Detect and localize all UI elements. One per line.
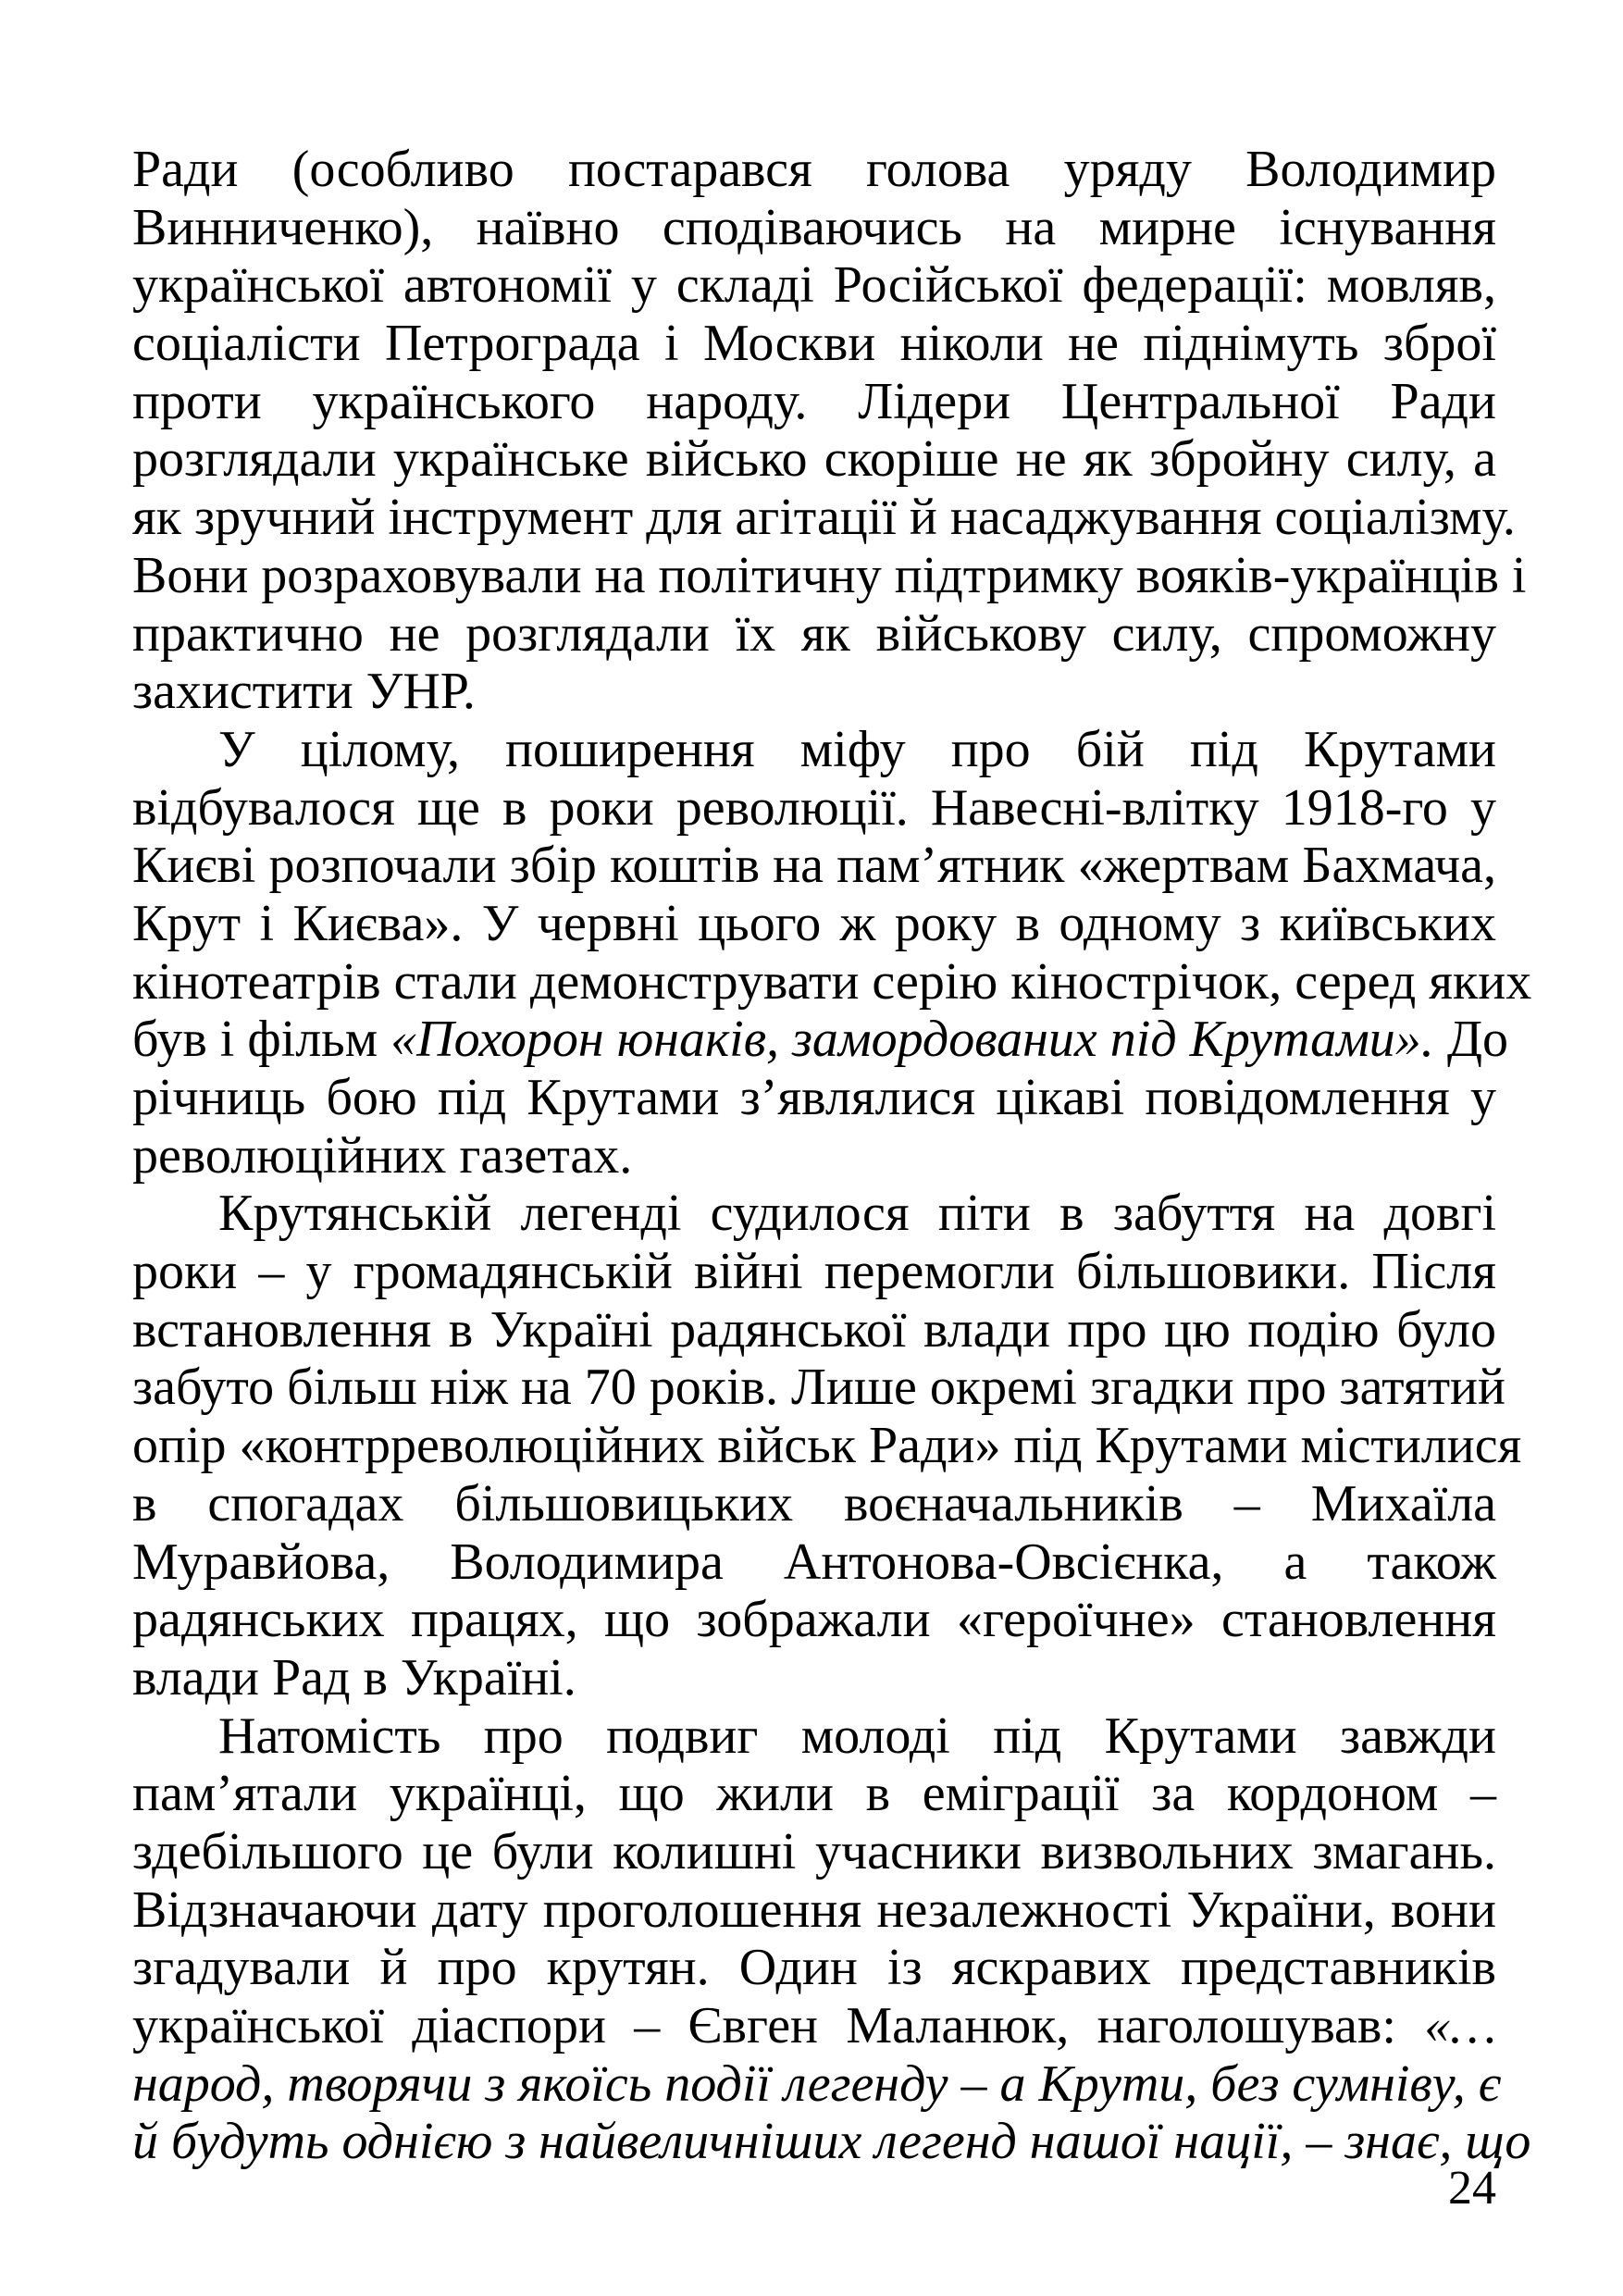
film-title: «Похорон юнаків, замордованих під Крутами». [390, 1011, 1434, 1069]
quote-fragment: «… [1424, 1997, 1496, 2054]
text-line: Натомість про подвиг молоді під Крутами завжди [218, 1706, 1496, 1765]
text-line: відбувалося ще в роки революції. Навесні-влітку 1918-го у [132, 778, 1496, 837]
text-fragment: був і фільм [132, 1011, 391, 1069]
text-line: опір «контрреволюційних військ Ради» під Крутами містилися [132, 1417, 1522, 1475]
text-line: соціалісти Петрограда і Москви ніколи не піднімуть зброї [132, 315, 1496, 373]
page-body [132, 141, 1532, 2171]
text-line: роки – у громадянській війні перемогли більшовики. Після [132, 1243, 1496, 1301]
text-line: Крутянській легенді судилося піти в забуття на довгі [218, 1185, 1496, 1243]
text-line: Києві розпочали збір коштів на пам’ятник «жертвам Бахмача, [132, 837, 1496, 895]
text-line: забуто більш ніж на 70 років. Лише окремі згадки про затятий [132, 1359, 1505, 1417]
text-line: Винниченко), наївно сподіваючись на мирне існування [132, 198, 1496, 256]
text-line: здебільшого це були колишні учасники визвольних змагань. [132, 1822, 1496, 1880]
text-line: річниць бою під Крутами з’являлися цікаві повідомлення у [132, 1069, 1496, 1126]
text-line: Відзначаючи дату проголошення незалежності України, вони [132, 1880, 1496, 1939]
text-line: влади Рад в Україні. [132, 1648, 576, 1706]
quote-line: народ, творячи з якоїсь події легенду – а Крути, без сумніву, є [132, 2054, 1502, 2113]
text-line: як зручний інструмент для агітації й насаджування соціалізму. [132, 489, 1516, 547]
text-line: в спогадах більшовицьких воєначальників – Михаїла [132, 1474, 1496, 1533]
text-fragment: української діаспори – Євген Маланюк, наголошував: [132, 1997, 1425, 2054]
text-line: революційних газетах. [132, 1126, 633, 1185]
text-fragment: До [1433, 1011, 1509, 1069]
text-line: пам’ятали українці, що жили в еміграції за кордоном – [132, 1765, 1496, 1823]
text-line: встановлення в Україні радянської влади про цю подію було [132, 1300, 1496, 1359]
page-number: 24 [1448, 2162, 1496, 2215]
text-line: кінотеатрів стали демонструвати серію кінострічок, серед яких [132, 952, 1532, 1011]
text-line: проти українського народу. Лідери Центральної Ради [132, 372, 1496, 430]
text-line-with-quote-start [132, 1997, 1496, 2055]
text-line: радянських працях, що зображали «героїчне» становлення [132, 1591, 1496, 1649]
text-line-with-film-title [132, 1011, 1509, 1069]
text-line: Вони розраховували на політичну підтримку вояків-українців і [132, 546, 1527, 604]
text-line: розглядали українське військо скоріше не як збройну силу, а [132, 430, 1496, 489]
text-line: захистити УНР. [132, 663, 476, 721]
text-line: Ради (особливо постарався голова уряду Володимир [132, 141, 1496, 198]
text-line: згадували й про крутян. Один із яскравих представників [132, 1939, 1496, 1997]
quote-line: й будуть однією з найвеличніших легенд нашої нації, – знає, що [132, 2113, 1531, 2171]
text-line: Муравйова, Володимира Антонова-Овсієнка, а також [132, 1533, 1496, 1591]
text-line: У цілому, поширення міфу про бій під Крутами [218, 720, 1496, 778]
text-line: Крут і Києва». У червні цього ж року в одному з київських [132, 894, 1496, 952]
text-line: практично не розглядали їх як військову силу, спроможну [132, 604, 1496, 663]
text-line: української автономії у складі Російської федерації: мовляв, [132, 256, 1496, 315]
